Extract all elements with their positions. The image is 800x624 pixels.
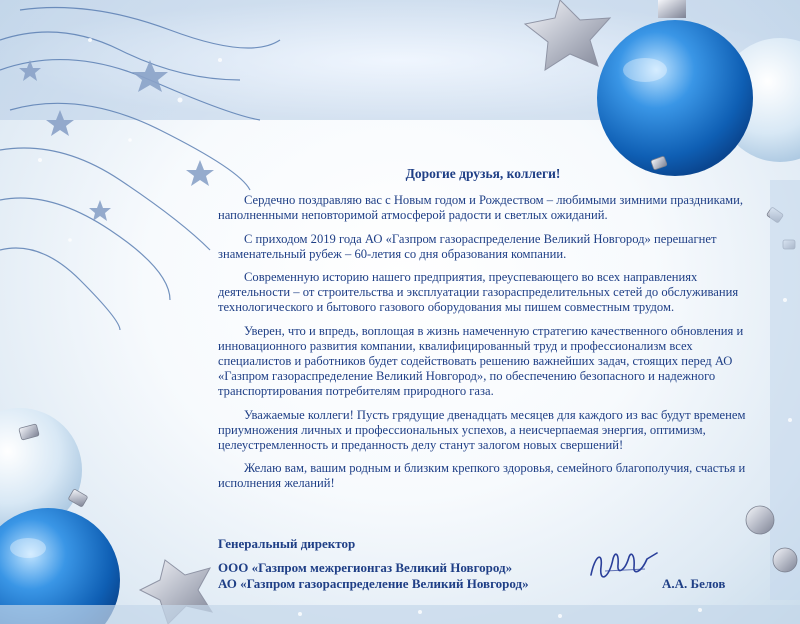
letter-paragraph: Сердечно поздравляю вас с Новым годом и Рождеством – любимыми зимними праздниками, наполненными неповторимой атмосферой радости и светлых ожиданий. [218, 193, 744, 223]
handwritten-signature [585, 545, 665, 585]
letter-greeting: Дорогие друзья, коллеги! [405, 166, 561, 181]
letter-body [218, 166, 748, 500]
letter-paragraph: Уважаемые коллеги! Пусть грядущие двенадцать месяцев для каждого из вас будут временем приумножения личных и профессиональных успехов, а неисчерпаемая энергия, оптимизм, целеустремленность и преданность делу станут залогом новых свершений! [218, 407, 746, 453]
signature-org-line: АО «Газпром газораспределение Великий Новгород» [218, 576, 529, 591]
letter-paragraph: Уверен, что и впредь, воплощая в жизнь намеченную стратегию качественного обновления и инновационного развития компании, квалифицированный труд и профессионализм всех специалистов и работников будет содействовать решению важнейших задач, стоящих перед АО «Газпром газораспределение Великий Новгород», по обеспечению безопасного и надежного транспортирования потребителям природного газа. [218, 323, 744, 399]
signature-org-line: ООО «Газпром межрегионгаз Великий Новгород» [218, 560, 513, 575]
letter-paragraph: Желаю вам, вашим родным и близким крепкого здоровья, семейного благополучия, счастья и исполнения желаний! [218, 461, 746, 491]
letter-paragraph: Современную историю нашего предприятия, преуспевающего во всех направлениях деятельности – от строительства и эксплуатации газораспределительных сетей до обслуживания технологического и бытового газового оборудования мы пишем совместным трудом. [218, 270, 739, 315]
signature-organizations [218, 560, 529, 592]
letter-paragraph: С приходом 2019 года АО «Газпром газораспределение Великий Новгород» перешагнет знаменательный рубеж – 60-летия со дня образования компании. [218, 231, 717, 261]
signature-name: А.А. Белов [662, 576, 726, 591]
signature-title: Генеральный директор [218, 536, 356, 551]
